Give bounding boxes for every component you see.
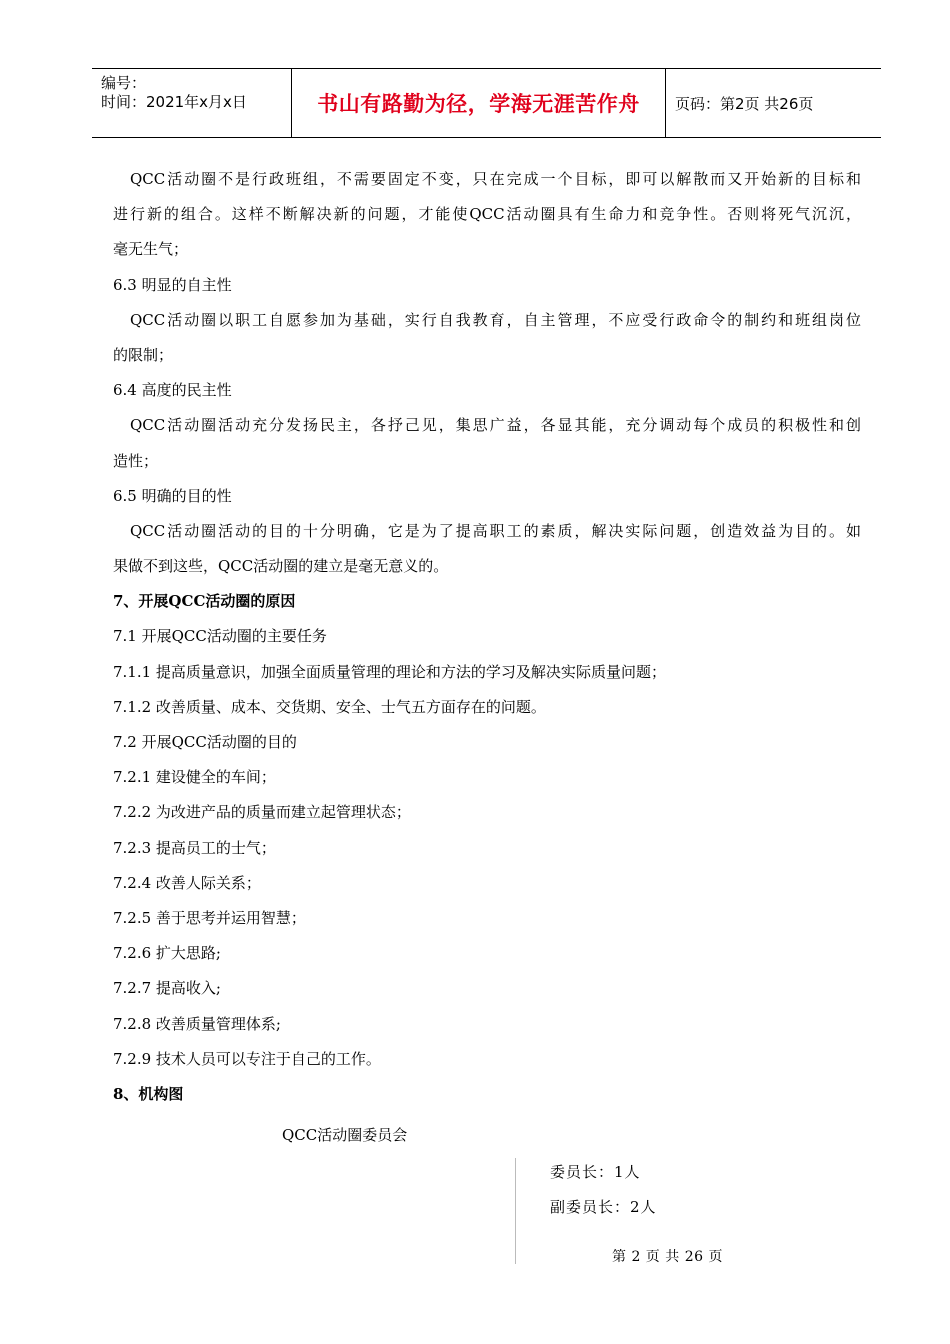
- header-motto-cell: [292, 69, 666, 137]
- paragraph-line: 7.1.1 提高质量意识，加强全面质量管理的理论和方法的学习及解决实际质量问题；: [113, 662, 666, 681]
- paragraph-line: 的限制；: [113, 345, 174, 364]
- org-chart-item-vice-chairman: 副委员长：2人: [550, 1198, 657, 1216]
- paragraph-line: 7.2.5 善于思考并运用智慧；: [113, 908, 306, 927]
- header-motto: 书山有路勤为径，学海无涯苦作舟: [317, 92, 640, 116]
- org-chart-title: QCC活动圈委员会: [282, 1126, 408, 1144]
- paragraph-line: QCC活动圈活动的目的十分明确，它是为了提高职工的素质，解决实际问题，创造效益为目的。如: [130, 521, 861, 540]
- paragraph-line: 7.1.2 改善质量、成本、交货期、安全、士气五方面存在的问题。: [113, 697, 546, 716]
- paragraph-line: 7.2.7 提高收入;: [113, 979, 221, 998]
- paragraph-line: 7.2.3 提高员工的士气；: [113, 838, 276, 857]
- header-page-cell: [666, 69, 881, 137]
- paragraph-line: 7.2.4 改善人际关系；: [113, 873, 261, 892]
- paragraph-line: 造性；: [113, 451, 159, 470]
- paragraph-line: 7.2.2 为改进产品的质量而建立起管理状态；: [113, 803, 411, 822]
- paragraph-line: 果做不到这些，QCC活动圈的建立是毫无意义的。: [113, 557, 449, 576]
- header-page-number: 页码：第2页 共26页: [675, 94, 814, 113]
- paragraph-line: 7.1 开展QCC活动圈的主要任务: [113, 627, 327, 646]
- org-chart-connector-line: [515, 1158, 516, 1264]
- page-header: [92, 68, 881, 138]
- paragraph-line: 7.2 开展QCC活动圈的目的: [113, 733, 297, 751]
- paragraph-line: QCC活动圈活动充分发扬民主，各抒己见，集思广益，各显其能，充分调动每个成员的积极性和创: [130, 416, 861, 435]
- paragraph-line: 7.2.6 扩大思路;: [113, 944, 221, 963]
- paragraph-line: 6.4 高度的民主性: [113, 381, 232, 400]
- paragraph-line: QCC活动圈以职工自愿参加为基础，实行自我教育，自主管理，不应受行政命令的制约和班组岗位: [130, 310, 861, 329]
- section-heading: 8、机构图: [113, 1084, 184, 1103]
- paragraph-line: 进行新的组合。这样不断解决新的问题，才能使QCC活动圈具有生命力和竞争性。否则将死气沉沉，: [113, 205, 861, 224]
- paragraph-line: 6.3 明显的自主性: [113, 275, 232, 294]
- paragraph-line: 7.2.9 技术人员可以专注于自己的工作。: [113, 1049, 381, 1068]
- document-number-label: 编号：: [101, 74, 147, 92]
- paragraph-line: 6.5 明确的目的性: [113, 486, 232, 505]
- document-body: [113, 162, 861, 1112]
- paragraph-line: 7.2.1 建设健全的车间；: [113, 768, 276, 787]
- header-meta-cell: [92, 69, 292, 137]
- paragraph-line: 7.2.8 改善质量管理体系;: [113, 1014, 281, 1033]
- paragraph-line: 毫无生气；: [113, 240, 189, 259]
- section-heading: 7、开展QCC活动圈的原因: [113, 592, 296, 611]
- document-time-label: 时间：2021年x月x日: [101, 93, 247, 111]
- page-footer: 第 2 页 共 26 页: [612, 1249, 723, 1265]
- org-chart-item-chairman: 委员长：1人: [550, 1163, 641, 1181]
- paragraph-line: QCC活动圈不是行政班组，不需要固定不变，只在完成一个目标，即可以解散而又开始新的目标和: [130, 170, 861, 188]
